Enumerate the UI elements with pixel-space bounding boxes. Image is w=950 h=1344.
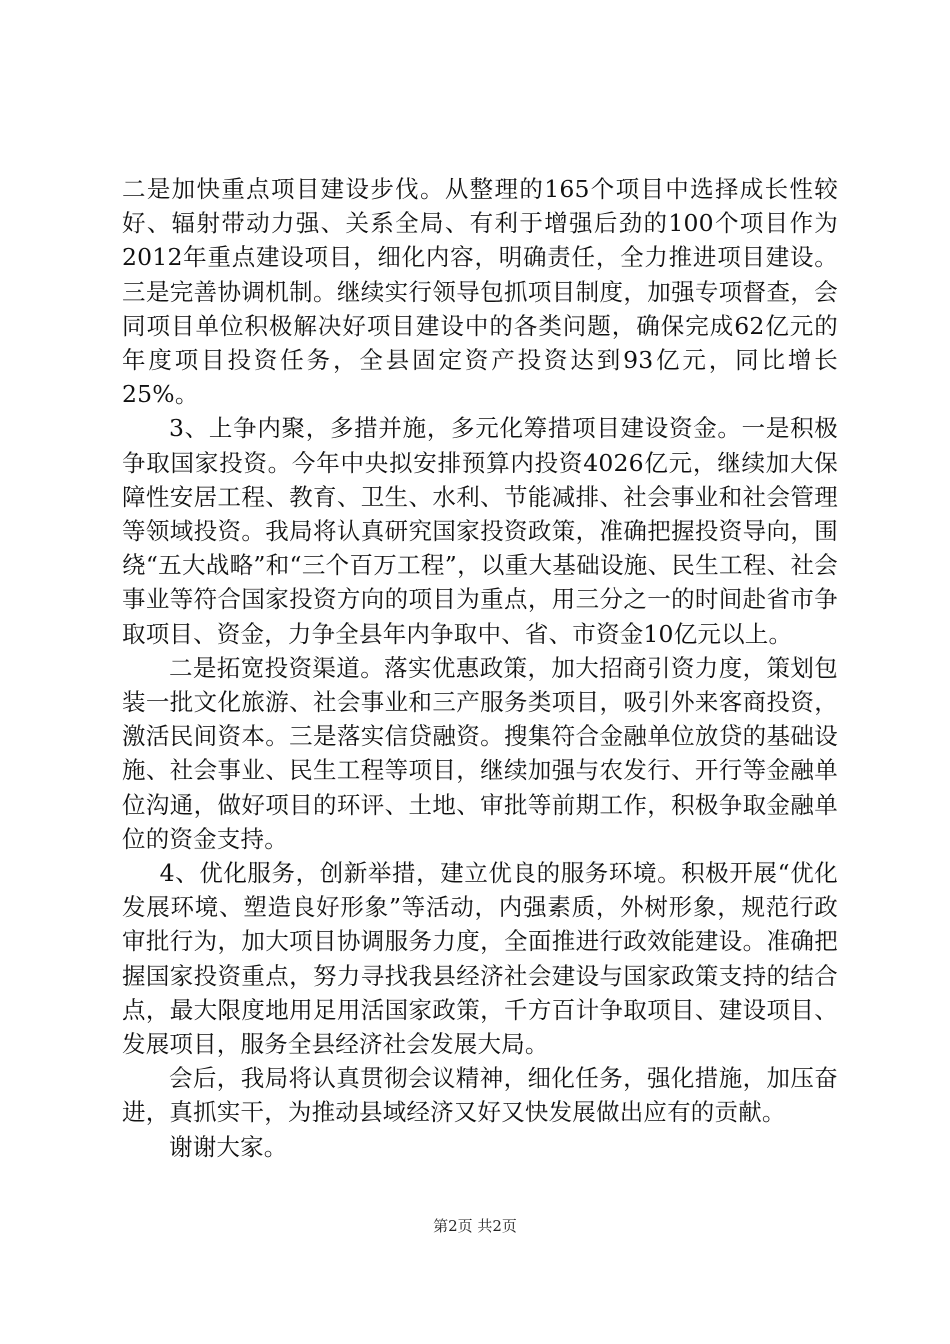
page-number-footer: 第2页 共2页 xyxy=(433,1217,517,1235)
paragraph-project-construction: 二是加快重点项目建设步伐。从整理的165个项目中选择成长性较好、辐射带动力强、关系全局、有利于增强后劲的100个项目作为2012年重点建设项目，细化内容，明确责任，全力推进项目建设。三是完善协调机制。继续实行领导包抓项目制度，加强专项督查，会同项目单位积极解决好项目建设中的各类问题，确保完成62亿元的年度项目投资任务，全县固定资产投资达到93亿元，同比增长25%。 xyxy=(122,175,838,409)
paragraph-service-environment: 4、优化服务，创新举措，建立优良的服务环境。积极开展“优化发展环境、塑造良好形象”等活动，内强素质，外树形象，规范行政审批行为，加大项目协调服务力度，全面推进行政效能建设。准确把握国家投资重点，努力寻找我县经济社会建设与国家政策支持的结合点，最大限度地用足用活国家政策，千方百计争取项目、建设项目、发展项目，服务全县经济社会发展大局。 xyxy=(122,859,838,1059)
paragraph-funding-sources: 3、上争内聚，多措并施，多元化筹措项目建设资金。一是积极争取国家投资。今年中央拟安排预算内投资4026亿元，继续加大保障性安居工程、教育、卫生、水利、节能减排、社会事业和社会管理等领域投资。我局将认真研究国家投资政策，准确把握投资导向，围绕“五大战略”和“三个百万工程”，以重大基础设施、民生工程、社会事业等符合国家投资方向的项目为重点，用三分之一的时间赴省市争取项目、资金，力争全县年内争取中、省、市资金10亿元以上。 xyxy=(122,414,838,648)
paragraph-closing-remarks: 会后，我局将认真贯彻会议精神，细化任务，强化措施，加压奋进，真抓实干，为推动县域经济又好又快发展做出应有的贡献。 xyxy=(122,1064,838,1127)
document-body xyxy=(122,172,838,1164)
paragraph-investment-channels: 二是拓宽投资渠道。落实优惠政策，加大招商引资力度，策划包装一批文化旅游、社会事业和三产服务类项目，吸引外来客商投资，激活民间资本。三是落实信贷融资。搜集符合金融单位放贷的基础设施、社会事业、民生工程等项目，继续加强与农发行、开行等金融单位沟通，做好项目的环评、土地、审批等前期工作，积极争取金融单位的资金支持。 xyxy=(122,653,838,853)
paragraph-thanks: 谢谢大家。 xyxy=(169,1132,288,1161)
